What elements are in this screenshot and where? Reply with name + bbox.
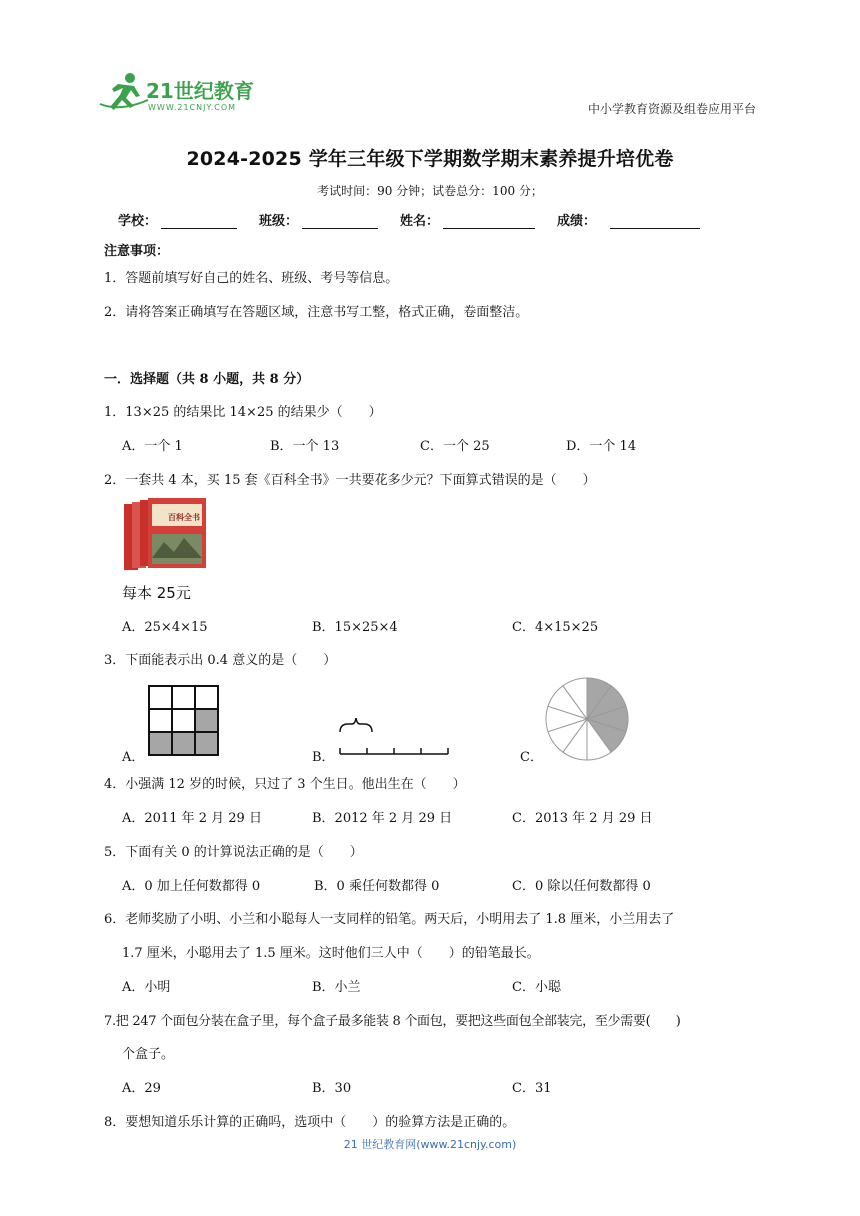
name-blank[interactable]: [443, 214, 535, 229]
option-c[interactable]: C．2013 年 2 月 29 日: [512, 811, 653, 826]
question-6-options: [122, 976, 561, 995]
logo-subtext: WWW.21CNJY.COM: [148, 103, 237, 112]
school-field[interactable]: 学校：: [118, 210, 237, 229]
question-2: 2．一套共 4 本，买 15 套《百科全书》一共要花多少元？下面算式错误的是（ ）: [104, 473, 596, 488]
option-b[interactable]: B．15×25×4: [312, 620, 398, 635]
question-5: 5．下面有关 0 的计算说法正确的是（ ）: [104, 845, 363, 860]
note-item: 1．答题前填写好自己的姓名、班级、考号等信息。: [104, 271, 399, 286]
price-caption: 每本 25元: [122, 584, 191, 602]
site-logo: [96, 70, 266, 114]
question-7: 7.把 247 个面包分装在盒子里，每个盒子最多能装 8 个面包，要把这些面包全部装完，至少需要( ): [104, 1014, 681, 1029]
note-item: 2．请将答案正确填写在答题区域，注意书写工整，格式正确，卷面整洁。: [104, 305, 529, 320]
option-a[interactable]: A．一个 1: [122, 439, 183, 454]
page-title: 2024-2025 学年三年级下学期数学期末素养提升培优卷: [186, 148, 674, 170]
option-a[interactable]: A．0 加上任何数都得 0: [122, 879, 261, 894]
question-7-options: [122, 1077, 552, 1096]
question-5-options: [122, 875, 651, 894]
encyclopedia-image: [122, 498, 214, 602]
option-b[interactable]: B．2012 年 2 月 29 日: [312, 811, 453, 826]
question-7-cont: 个盒子。: [122, 1047, 175, 1062]
option-c[interactable]: C．0 除以任何数都得 0: [512, 879, 651, 894]
footer-link[interactable]: 21 世纪教育网(www.21cnjy.com): [343, 1138, 517, 1151]
number-line-figure: [336, 718, 452, 762]
option-a[interactable]: A．: [122, 750, 145, 765]
option-d[interactable]: D．一个 14: [566, 439, 637, 454]
option-c[interactable]: C．一个 25: [420, 439, 490, 454]
grid-figure: [148, 685, 220, 757]
school-blank[interactable]: [161, 214, 237, 229]
platform-label: 中小学教育资源及组卷应用平台: [587, 102, 756, 116]
question-4: 4．小强满 12 岁的时候，只过了 3 个生日。他出生在（ ）: [104, 777, 466, 792]
question-2-options: [122, 616, 598, 635]
class-field[interactable]: 班级：: [259, 210, 378, 229]
option-b[interactable]: B．小兰: [312, 980, 361, 995]
score-blank[interactable]: [610, 214, 700, 229]
section-heading: 一．选择题（共 8 小题，共 8 分）: [104, 372, 310, 387]
score-field[interactable]: 成绩：: [557, 210, 700, 229]
student-info-fields: [118, 210, 722, 229]
option-b[interactable]: B．一个 13: [270, 439, 340, 454]
question-1: 1．13×25 的结果比 14×25 的结果少（ ）: [104, 405, 382, 420]
option-c[interactable]: C．4×15×25: [512, 620, 599, 635]
option-a[interactable]: A．2011 年 2 月 29 日: [122, 811, 262, 826]
option-c[interactable]: C．31: [512, 1081, 552, 1096]
pie-figure: [544, 676, 630, 762]
option-a[interactable]: A．小明: [122, 980, 171, 995]
book-title: 百科全书: [168, 512, 200, 522]
question-6: 6．老师奖励了小明、小兰和小聪每人一支同样的铅笔。两天后，小明用去了 1.8 厘米，小兰用去了: [104, 912, 675, 927]
question-3: 3．下面能表示出 0.4 意义的是（ ）: [104, 653, 337, 668]
exam-info: 考试时间：90 分钟；试卷总分：100 分；: [317, 184, 543, 198]
logo-text: 21世纪教育: [146, 79, 254, 103]
option-b[interactable]: B．: [312, 750, 335, 765]
option-a[interactable]: A．25×4×15: [122, 620, 208, 635]
class-blank[interactable]: [302, 214, 378, 229]
option-c[interactable]: C．小聪: [512, 980, 561, 995]
notes-heading: 注意事项：: [104, 244, 170, 259]
question-6-cont: 1.7 厘米，小聪用去了 1.5 厘米。这时他们三人中（ ）的铅笔最长。: [122, 946, 540, 961]
option-a[interactable]: A．29: [122, 1081, 161, 1096]
option-c[interactable]: C．: [520, 750, 543, 765]
option-b[interactable]: B．0 乘任何数都得 0: [314, 879, 440, 894]
question-1-options: [122, 435, 636, 454]
question-8: 8．要想知道乐乐计算的正确吗，选项中（ ）的验算方法是正确的。: [104, 1115, 516, 1130]
option-b[interactable]: B．30: [312, 1081, 352, 1096]
question-4-options: [122, 807, 653, 826]
name-field[interactable]: 姓名：: [400, 210, 535, 229]
